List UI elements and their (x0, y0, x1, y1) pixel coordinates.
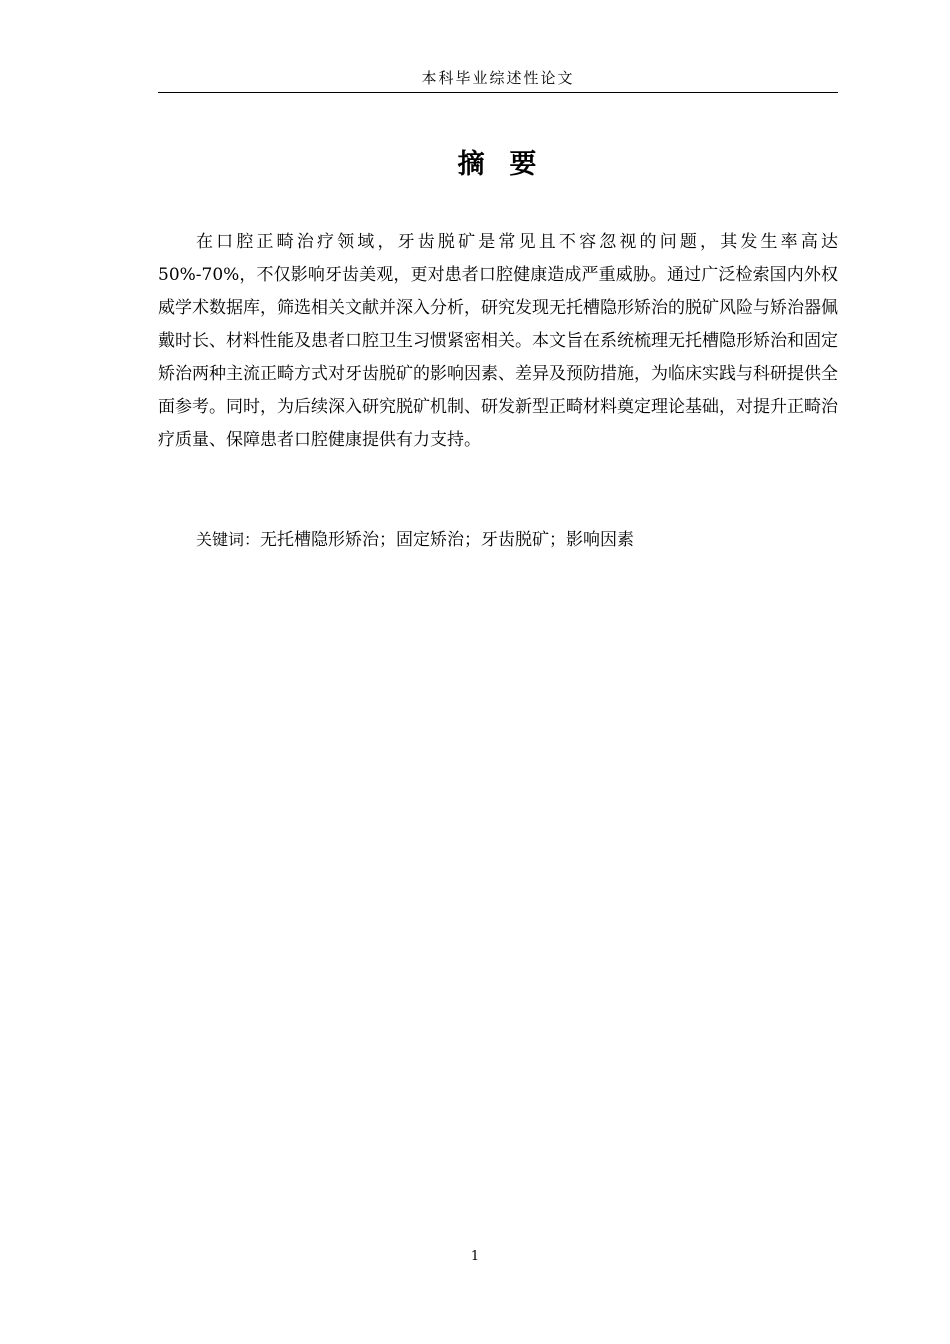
abstract-body: 在口腔正畸治疗领域，牙齿脱矿是常见且不容忽视的问题，其发生率高达50%-70%，不仅影响牙齿美观，更对患者口腔健康造成严重威胁。通过广泛检索国内外权威学术数据库，筛选相关文献并深入分析，研究发现无托槽隐形矫治的脱矿风险与矫治器佩戴时长、材料性能及患者口腔卫生习惯紧密相关。本文旨在系统梳理无托槽隐形矫治和固定矫治两种主流正畸方式对牙齿脱矿的影响因素、差异及预防措施，为临床实践与科研提供全面参考。同时，为后续深入研究脱矿机制、研发新型正畸材料奠定理论基础，对提升正畸治疗质量、保障患者口腔健康提供有力支持。 (158, 232, 838, 450)
abstract-title: 摘 要 (457, 149, 539, 180)
keywords-label: 关键词： (196, 530, 261, 549)
page-number: 1 (470, 1249, 480, 1264)
running-header (158, 66, 838, 93)
keywords-line (158, 523, 838, 557)
keywords-list: 无托槽隐形矫治；固定矫治；牙齿脱矿；影响因素 (260, 530, 635, 550)
running-header-title: 本科毕业综述性论文 (421, 69, 575, 87)
